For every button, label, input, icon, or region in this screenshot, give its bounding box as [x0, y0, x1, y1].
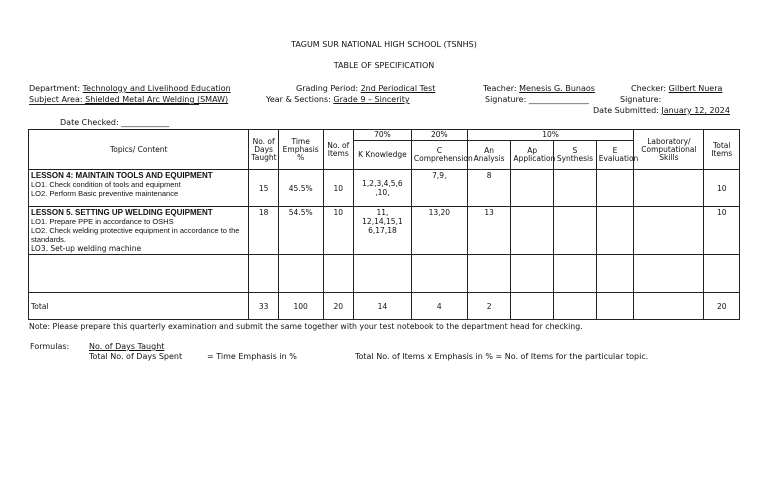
- table-row-empty: [29, 255, 740, 293]
- grading-line: [296, 84, 435, 93]
- items-header: No. of Items: [323, 130, 353, 170]
- date-checked-label: Date Checked:: [60, 118, 119, 127]
- formulas-label: Formulas:: [30, 342, 70, 351]
- grading-label: Grading Period:: [296, 84, 359, 93]
- formula-result: = Time Emphasis in %: [207, 352, 297, 361]
- total-time: 100: [278, 293, 323, 320]
- document-title: TABLE OF SPECIFICATION: [333, 61, 435, 70]
- checker-value: Gilbert Nuera: [668, 84, 723, 93]
- k-cell: 1,2,3,4,5,6 ,10,: [354, 170, 412, 207]
- s-cell: [554, 170, 597, 207]
- total-cell: 10: [704, 207, 740, 255]
- e-cell: [596, 170, 634, 207]
- total-an: 2: [467, 293, 511, 320]
- lesson-objective: LO2. Perform Basic preventive maintenance: [31, 189, 179, 198]
- k-header: K Knowledge: [354, 141, 412, 170]
- total-total: 20: [704, 293, 740, 320]
- lesson-objective: LO2. Check welding protective equipment in accordance to the standards.: [31, 226, 240, 244]
- subject-line: [29, 95, 228, 104]
- date-submitted-line: [593, 106, 730, 115]
- department-value: Technology and Livelihood Education: [82, 84, 231, 93]
- signature-blank: _______________: [528, 95, 589, 104]
- c-cell: 7,9,: [411, 170, 467, 207]
- table-row: [29, 207, 740, 255]
- teacher-signature-line: [485, 95, 589, 104]
- total-cell: 10: [704, 170, 740, 207]
- ap-cell: [511, 170, 554, 207]
- lesson-title: LESSON 4: MAINTAIN TOOLS AND EQUIPMENT: [31, 171, 213, 180]
- date-submitted-value: January 12, 2024: [661, 106, 730, 115]
- signature-label: Signature:: [485, 95, 527, 104]
- days-cell: 15: [249, 170, 278, 207]
- items-cell: 10: [323, 207, 353, 255]
- checker-signature-label: Signature:: [620, 95, 662, 104]
- lesson-title: LESSON 5. SETTING UP WELDING EQUIPMENT: [31, 208, 213, 217]
- teacher-value: Menesis G. Bunaos: [519, 84, 595, 93]
- c-cell: 13,20: [411, 207, 467, 255]
- ap-cell: [511, 207, 554, 255]
- formula-numerator: No. of Days Taught: [89, 342, 165, 351]
- ap-header: Ap Application: [511, 141, 554, 170]
- total-header: Total Items: [704, 130, 740, 170]
- pct10-header: 10%: [467, 130, 634, 141]
- formula-denominator: Total No. of Days Spent: [89, 352, 183, 361]
- days-header: No. of Days Taught: [249, 130, 278, 170]
- total-items: 20: [323, 293, 353, 320]
- topic-header: Topics/ Content: [29, 130, 249, 170]
- an-cell: 8: [467, 170, 511, 207]
- specification-table: [28, 129, 740, 320]
- department-line: [29, 84, 231, 93]
- lab-cell: [634, 170, 704, 207]
- k-cell: 11, 12,14,15,1 6,17,18: [354, 207, 412, 255]
- year-line: [266, 95, 410, 104]
- note-text: Note: Please prepare this quarterly examination and submit the same together with your test notebook to the department head for checking.: [29, 322, 583, 331]
- date-checked-blank: ____________: [121, 118, 170, 127]
- total-days: 33: [249, 293, 278, 320]
- lesson-objective: LO1. Prepare PPE in accordance to OSHS: [31, 217, 174, 226]
- days-cell: 18: [249, 207, 278, 255]
- topic-cell: [29, 170, 249, 207]
- an-header: An Analysis: [467, 141, 511, 170]
- lab-cell: [634, 207, 704, 255]
- teacher-line: [483, 84, 595, 93]
- total-c: 4: [411, 293, 467, 320]
- topic-cell: [29, 207, 249, 255]
- time-header: Time Emphasis %: [278, 130, 323, 170]
- an-cell: 13: [467, 207, 511, 255]
- formula-items: Total No. of Items x Emphasis in % = No. of Items for the particular topic.: [355, 352, 649, 361]
- pct20-header: 20%: [411, 130, 467, 141]
- department-label: Department:: [29, 84, 81, 93]
- year-value: Grade 9 – Sincerity: [333, 95, 410, 104]
- grading-value: 2nd Periodical Test: [360, 84, 436, 93]
- lesson-objective: LO1. Check condition of tools and equipment: [31, 180, 181, 189]
- lab-header: Laboratory/ Computational Skills: [634, 130, 704, 170]
- total-k: 14: [354, 293, 412, 320]
- total-row: [29, 293, 740, 320]
- pct70-header: 70%: [354, 130, 412, 141]
- date-checked-line: [60, 118, 169, 127]
- year-label: Year & Sections:: [266, 95, 331, 104]
- items-cell: 10: [323, 170, 353, 207]
- e-header: E Evaluation: [596, 141, 634, 170]
- school-name: TAGUM SUR NATIONAL HIGH SCHOOL (TSNHS): [291, 40, 477, 49]
- e-cell: [596, 207, 634, 255]
- s-cell: [554, 207, 597, 255]
- c-header: C Comprehension: [411, 141, 467, 170]
- teacher-label: Teacher:: [483, 84, 517, 93]
- blank-line: [29, 104, 199, 105]
- lesson-objective: LO3. Set-up welding machine: [31, 244, 142, 253]
- date-submitted-label: Date Submitted:: [593, 106, 659, 115]
- table-row: [29, 170, 740, 207]
- subject-value: Shielded Metal Arc Welding (SMAW): [85, 95, 229, 104]
- checker-line: [631, 84, 722, 93]
- subject-label: Subject Area:: [29, 95, 83, 104]
- time-cell: 54.5%: [278, 207, 323, 255]
- checker-label: Checker:: [631, 84, 667, 93]
- time-cell: 45.5%: [278, 170, 323, 207]
- s-header: S Synthesis: [554, 141, 597, 170]
- total-label: Total: [29, 293, 249, 320]
